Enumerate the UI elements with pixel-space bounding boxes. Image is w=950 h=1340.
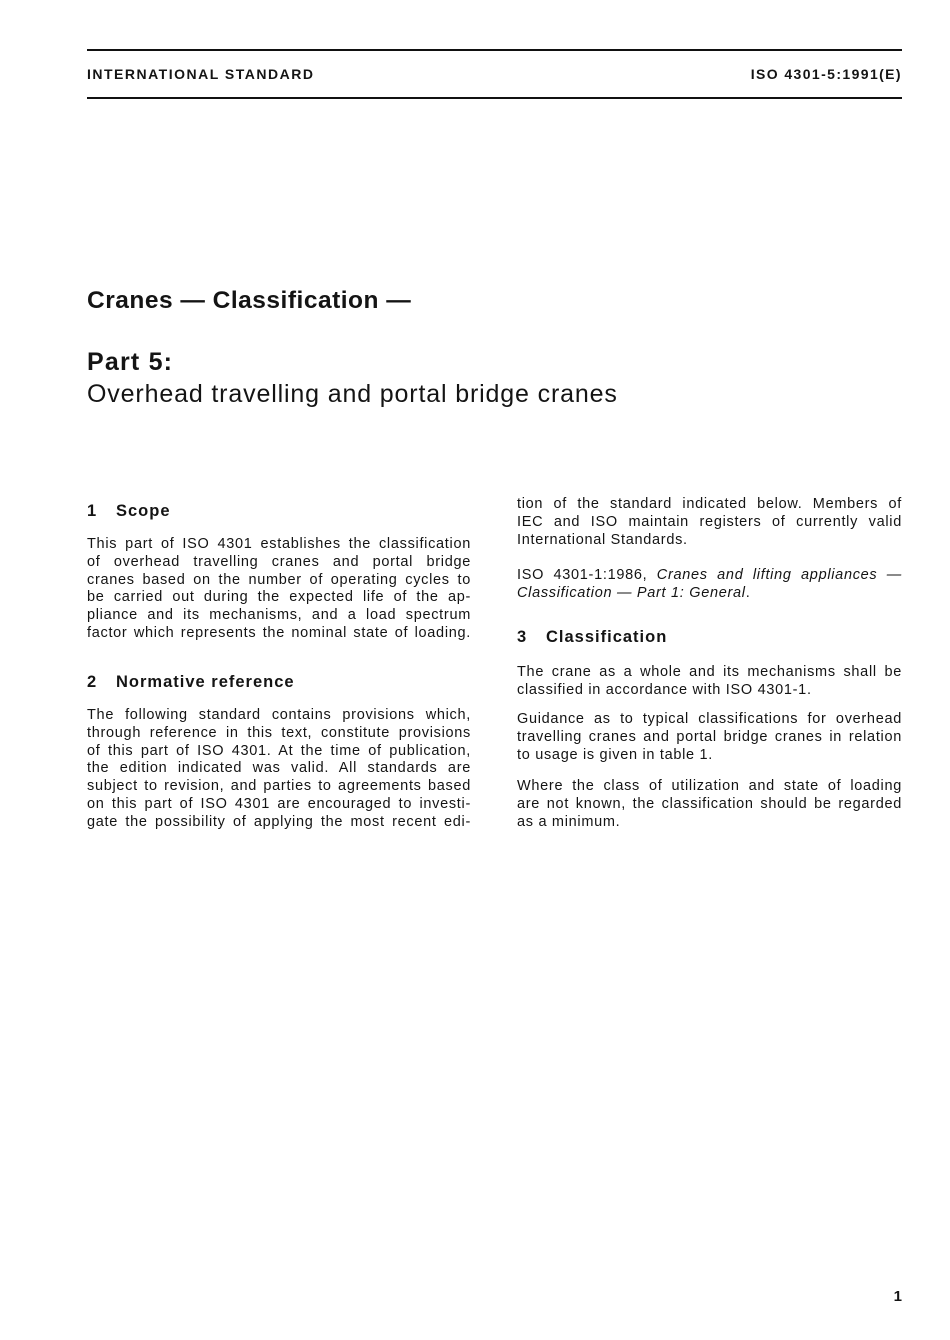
header-top-rule <box>87 49 902 51</box>
text-line: pliance and its mechanisms, and a load spectrum <box>87 607 471 624</box>
text-line: Guidance as to typical classifications for overhead <box>517 711 902 727</box>
page-number: 1 <box>893 1288 902 1305</box>
header-series-label: INTERNATIONAL STANDARD <box>87 66 315 82</box>
section-heading-classification <box>517 627 902 647</box>
section-heading-normative-reference <box>87 672 471 692</box>
normative-reference-continuation <box>517 496 902 549</box>
text-line: classified in accordance with ISO 4301-1. <box>517 681 812 698</box>
classification-paragraph-1 <box>517 664 902 700</box>
reference-line <box>517 567 902 585</box>
text-line: factor which represents the nominal state of loading. <box>87 624 471 641</box>
section-heading-scope <box>87 501 471 521</box>
document-subtitle: Overhead travelling and portal bridge cranes <box>87 380 618 408</box>
text-line: are not known, the classification should be regarded <box>517 795 902 812</box>
text-line: This part of ISO 4301 establishes the classification <box>87 536 471 552</box>
normative-reference-entry <box>517 567 902 603</box>
classification-paragraph-2 <box>517 711 902 764</box>
text-line: The crane as a whole and its mechanisms shall be <box>517 664 902 680</box>
text-line: gate the possibility of applying the most recent edi- <box>87 813 471 830</box>
section-title: Scope <box>116 502 171 520</box>
reference-title-part2: Classification — Part 1: General <box>517 584 746 601</box>
text-line: subject to revision, and parties to agreements based <box>87 778 471 795</box>
text-line: International Standards. <box>517 531 688 548</box>
text-line: The following standard contains provisions which, <box>87 707 471 723</box>
section-number: 2 <box>87 673 97 691</box>
scope-paragraph <box>87 536 471 643</box>
text-line: to usage is given in table 1. <box>517 746 714 763</box>
text-line: cranes based on the number of operating cycles to <box>87 571 471 588</box>
header-document-number: ISO 4301-5:1991(E) <box>750 66 902 82</box>
document-part-label: Part 5: <box>87 348 174 376</box>
reference-end: . <box>745 584 751 601</box>
section-number: 1 <box>87 502 97 520</box>
header-bottom-rule <box>87 97 902 99</box>
text-line: travelling cranes and portal bridge cranes in relation <box>517 728 902 745</box>
classification-paragraph-3 <box>517 778 902 831</box>
reference-code: ISO 4301-1:1986, <box>517 567 648 583</box>
section-number: 3 <box>517 628 527 646</box>
text-line: be carried out during the expected life of the ap- <box>87 589 471 606</box>
text-line: IEC and ISO maintain registers of currently valid <box>517 513 902 530</box>
text-line: of this part of ISO 4301. At the time of publication, <box>87 742 471 759</box>
text-line: tion of the standard indicated below. Members of <box>517 496 902 512</box>
reference-title-part1: Cranes and lifting appliances — <box>656 567 902 583</box>
text-line: on this part of ISO 4301 are encouraged to investi- <box>87 795 471 812</box>
text-line: of overhead travelling cranes and portal bridge <box>87 553 471 570</box>
normative-reference-paragraph <box>87 707 471 832</box>
text-line: Where the class of utilization and state of loading <box>517 778 902 794</box>
document-title: Cranes — Classification — <box>87 287 412 314</box>
text-line: the edition indicated was valid. All standards are <box>87 760 471 777</box>
section-title: Normative reference <box>116 673 295 691</box>
text-line: through reference in this text, constitute provisions <box>87 724 471 741</box>
text-line: as a minimum. <box>517 813 621 830</box>
section-title: Classification <box>546 628 668 646</box>
reference-line <box>517 585 902 603</box>
